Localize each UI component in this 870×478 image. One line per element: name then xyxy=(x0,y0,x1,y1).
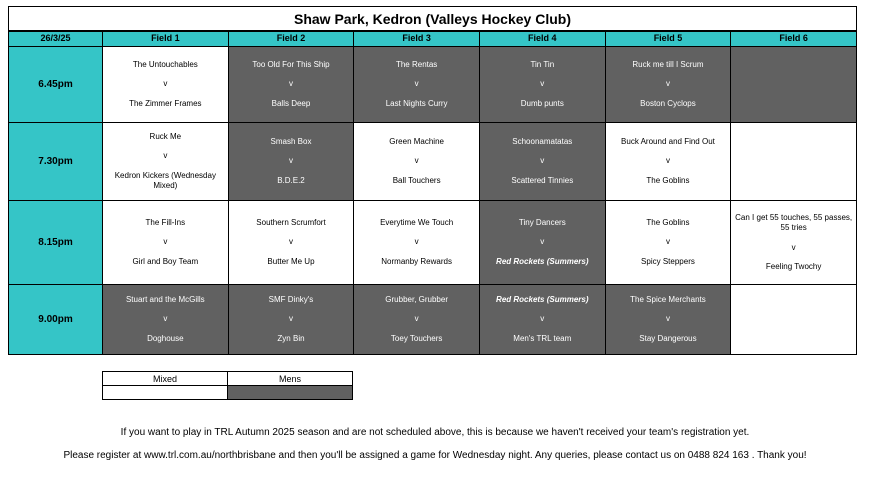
versus-label: v xyxy=(665,79,670,89)
match-cell xyxy=(103,123,229,201)
away-team: Ball Touchers xyxy=(392,175,441,185)
versus-label: v xyxy=(288,314,293,324)
match-cell xyxy=(605,285,731,355)
versus-label: v xyxy=(791,242,796,252)
match-cell xyxy=(479,47,605,123)
away-team: Last Nights Curry xyxy=(385,98,448,108)
match-cell xyxy=(605,201,731,285)
home-team: Ruck Me xyxy=(149,131,182,141)
versus-label: v xyxy=(163,79,168,89)
home-team: Everytime We Touch xyxy=(380,217,454,227)
versus-label: v xyxy=(665,237,670,247)
away-team: Spicy Steppers xyxy=(641,256,695,266)
field-header: Field 4 xyxy=(479,32,605,47)
match-cell xyxy=(731,285,857,355)
schedule-body xyxy=(9,47,857,355)
home-team: Tiny Dancers xyxy=(518,217,566,227)
time-slot-row xyxy=(9,201,857,285)
match-cell xyxy=(605,47,731,123)
home-team: Schoonamatatas xyxy=(512,136,573,146)
match-cell xyxy=(228,47,354,123)
away-team: The Zimmer Frames xyxy=(129,98,202,108)
match-cell xyxy=(354,123,480,201)
home-team: Smash Box xyxy=(270,136,312,146)
away-team: Red Rockets (Summers) xyxy=(496,256,589,266)
legend-swatch-mixed xyxy=(103,386,228,400)
home-team: The Rentas xyxy=(395,59,438,69)
away-team: Balls Deep xyxy=(271,98,311,108)
home-team: The Spice Merchants xyxy=(630,294,706,304)
versus-label: v xyxy=(414,79,419,89)
match-cell xyxy=(228,123,354,201)
versus-label: v xyxy=(288,237,293,247)
time-slot-row xyxy=(9,285,857,355)
versus-label: v xyxy=(540,314,545,324)
versus-label: v xyxy=(288,156,293,166)
away-team: The Goblins xyxy=(646,175,690,185)
home-team: Green Machine xyxy=(389,136,444,146)
match-cell xyxy=(479,201,605,285)
versus-label: v xyxy=(540,156,545,166)
versus-label: v xyxy=(288,79,293,89)
time-slot: 7.30pm xyxy=(9,123,103,201)
home-team: The Untouchables xyxy=(132,59,198,69)
field-header: Field 6 xyxy=(731,32,857,47)
match-cell xyxy=(103,47,229,123)
legend-label-mens: Mens xyxy=(228,372,353,386)
legend-label-mixed: Mixed xyxy=(103,372,228,386)
match-cell xyxy=(228,285,354,355)
date-header: 26/3/25 xyxy=(9,32,103,47)
division-legend xyxy=(102,371,353,400)
home-team: SMF Dinky's xyxy=(268,294,314,304)
match-cell xyxy=(354,285,480,355)
match-cell xyxy=(731,47,857,123)
away-team: Girl and Boy Team xyxy=(132,256,199,266)
match-cell xyxy=(479,285,605,355)
field-header: Field 1 xyxy=(103,32,229,47)
time-slot: 8.15pm xyxy=(9,201,103,285)
match-cell xyxy=(605,123,731,201)
home-team: Can I get 55 touches, 55 passes, 55 tries xyxy=(735,212,853,233)
away-team: Dumb punts xyxy=(520,98,564,108)
away-team: Kedron Kickers (Wednesday Mixed) xyxy=(114,170,216,190)
match-cell xyxy=(228,201,354,285)
page-title: Shaw Park, Kedron (Valleys Hockey Club) xyxy=(8,6,857,31)
home-team: Buck Around and Find Out xyxy=(621,136,715,146)
home-team: Southern Scrumfort xyxy=(256,217,326,227)
time-slot: 6.45pm xyxy=(9,47,103,123)
away-team: Scattered Tinnies xyxy=(511,175,574,185)
time-slot-row xyxy=(9,47,857,123)
home-team: The Goblins xyxy=(646,217,690,227)
home-team: The Fill-Ins xyxy=(145,217,186,227)
contact-note: Please register at www.trl.com.au/northbrisbane and then you'll be assigned a game for Wednesday night. Any queries, please contact us on 0488 824 163 . Thank you! xyxy=(63,450,807,461)
versus-label: v xyxy=(540,237,545,247)
field-header: Field 3 xyxy=(354,32,480,47)
versus-label: v xyxy=(665,156,670,166)
away-team: Toey Touchers xyxy=(390,333,443,343)
field-header: Field 2 xyxy=(228,32,354,47)
away-team: Boston Cyclops xyxy=(640,98,696,108)
away-team: Normanby Rewards xyxy=(381,256,452,266)
versus-label: v xyxy=(665,314,670,324)
field-header: Field 5 xyxy=(605,32,731,47)
away-team: Stay Dangerous xyxy=(639,333,697,343)
home-team: Red Rockets (Summers) xyxy=(496,294,589,304)
legend-swatch-mens xyxy=(228,386,353,400)
home-team: Ruck me till I Scrum xyxy=(632,59,704,69)
versus-label: v xyxy=(163,151,168,161)
versus-label: v xyxy=(540,79,545,89)
away-team: Zyn Bin xyxy=(277,333,305,343)
versus-label: v xyxy=(163,237,168,247)
match-cell xyxy=(479,123,605,201)
header-row xyxy=(9,32,857,47)
away-team: B.D.E.2 xyxy=(277,175,305,185)
away-team: Feeling Twochy xyxy=(765,261,822,271)
away-team: Doghouse xyxy=(147,333,184,343)
home-team: Stuart and the McGills xyxy=(125,294,205,304)
away-team: Butter Me Up xyxy=(267,256,315,266)
versus-label: v xyxy=(414,156,419,166)
match-cell xyxy=(731,201,857,285)
match-cell xyxy=(103,285,229,355)
home-team: Grubber, Grubber xyxy=(385,294,448,304)
time-slot: 9.00pm xyxy=(9,285,103,355)
schedule-table xyxy=(8,31,857,355)
away-team: Men's TRL team xyxy=(513,333,572,343)
home-team: Too Old For This Ship xyxy=(252,59,330,69)
registration-note: If you want to play in TRL Autumn 2025 season and are not scheduled above, this is because we haven't received your team's registration yet. xyxy=(120,427,750,438)
versus-label: v xyxy=(163,314,168,324)
versus-label: v xyxy=(414,237,419,247)
versus-label: v xyxy=(414,314,419,324)
match-cell xyxy=(354,201,480,285)
match-cell xyxy=(731,123,857,201)
match-cell xyxy=(103,201,229,285)
match-cell xyxy=(354,47,480,123)
time-slot-row xyxy=(9,123,857,201)
home-team: Tin Tin xyxy=(530,59,555,69)
